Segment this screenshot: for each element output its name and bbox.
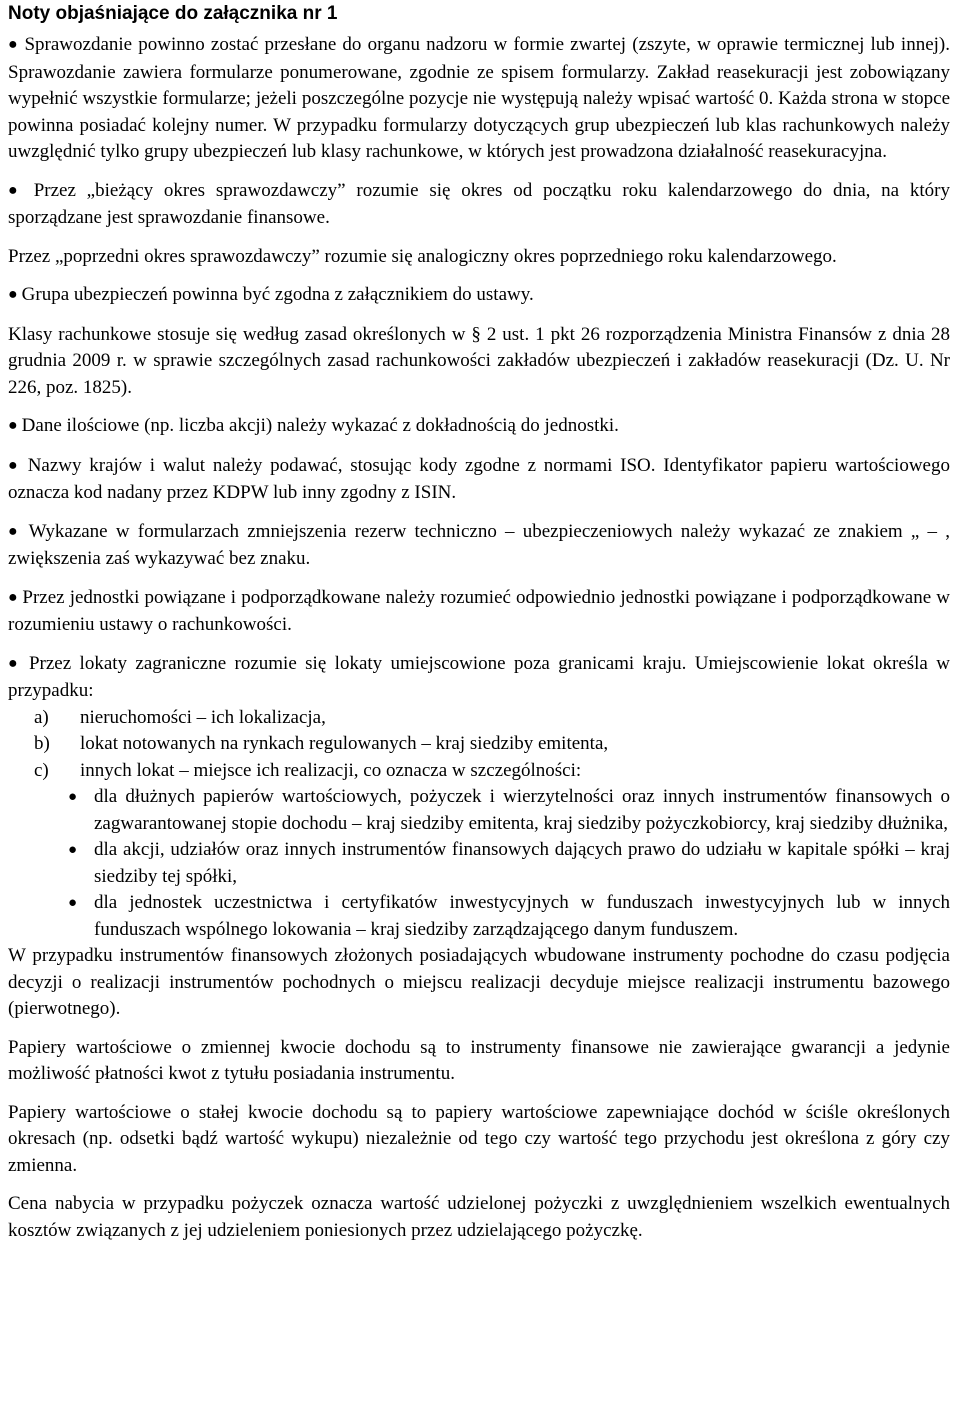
list-item-text: dla jednostek uczestnictwa i certyfikatów inwestycyjnych w funduszach inwestycyjnych lub w innych funduszach wspólnego lokowania – kraj siedziby zarządzającego danym funduszem.: [94, 892, 950, 940]
paragraph-insurance-group: ● Grupa ubezpieczeń powinna być zgodna z załącznikiem do ustawy.: [8, 282, 950, 310]
paragraph-previous-period: Przez „poprzedni okres sprawozdawczy” rozumie się analogiczny okres poprzedniego roku kalendarzowego.: [8, 245, 837, 267]
list-item-text: lokat notowanych na rynkach regulowanych – kraj siedziby emitenta,: [80, 733, 609, 754]
list-item: [8, 731, 950, 758]
paragraph-variable-income-securities: Papiery wartościowe o zmiennej kwocie dochodu są to instrumenty finansowe nie zawierające gwarancji a jedynie możliwość płatności kwot z tytułu posiadania instrumentu.: [8, 1036, 950, 1084]
paragraph-accounting-classes: Klasy rachunkowe stosuje się według zasad określonych w § 2 ust. 1 pkt 26 rozporządzenia Ministra Finansów z dnia 28 grudnia 2009 r. w sprawie szczególnych zasad rachunkowości zakładów ubezpieczeń i zakładów reasekuracji (Dz. U. Nr 226, poz. 1825).: [8, 323, 950, 398]
list-marker: a): [34, 706, 49, 728]
paragraph-current-period: ● Przez „bieżący okres sprawozdawczy” rozumie się okres od początku roku kalendarzowego do dnia, na który sporządzane jest sprawozdanie finansowe.: [8, 178, 950, 232]
list-marker: c): [34, 759, 49, 781]
investment-location-list: [8, 705, 950, 785]
paragraph-submission-rules: ● Sprawozdanie powinno zostać przesłane do organu nadzoru w formie zwartej (zszyte, w oprawie termicznej lub innej). Sprawozdanie zawiera formularze ponumerowane, zgodnie ze spisem formularzy. Zakład reasekuracji jest zobowiązany wypełnić wszystkie formularze; jeżeli poszczególne pozycje nie występują należy wpisać wartość 0. Każda strona w stopce powinna posiadać kolejny numer. W przypadku formularzy dotyczących grup ubezpieczeń lub klas rachunkowych należy uwzględnić tylko grupy ubezpieczeń lub klasy rachunkowe, w których jest prowadzona działalność reasekuracyjna.: [8, 32, 950, 166]
bullet-icon: ●: [68, 842, 78, 858]
list-item-text: dla dłużnych papierów wartościowych, pożyczek i wierzytelności oraz innych instrumentów finansowych o zagwarantowanej stopie dochodu – kraj siedziby emitenta, kraj siedziby pożyczkobiorcy, kraj siedziby dłużnika,: [94, 786, 950, 834]
list-marker: b): [34, 733, 50, 754]
bullet-icon: ●: [68, 895, 78, 911]
page-title: Noty objaśniające do załącznika nr 1: [8, 3, 338, 24]
list-item: [8, 837, 950, 890]
list-item: [8, 890, 950, 943]
paragraph-reserve-decreases: ● Wykazane w formularzach zmniejszenia rezerw techniczno – ubezpieczeniowych należy wykazać ze znakiem „ – , zwiększenia zaś wykazywać bez znaku.: [8, 519, 950, 573]
list-item: [8, 705, 950, 732]
paragraph-quantitative-data: ● Dane ilościowe (np. liczba akcji) należy wykazać z dokładnością do jednostki.: [8, 413, 950, 441]
list-item-text: dla akcji, udziałów oraz innych instrumentów finansowych dających prawo do udziału w kapitale spółki – kraj siedziby tej spółki,: [94, 839, 950, 887]
paragraph-related-entities: ● Przez jednostki powiązane i podporządkowane należy rozumieć odpowiednio jednostki powiązane i podporządkowane w rozumieniu ustawy o rachunkowości.: [8, 585, 950, 639]
paragraph-iso-codes: ● Nazwy krajów i walut należy podawać, stosując kody zgodne z normami ISO. Identyfikator papieru wartościowego oznacza kod nadany przez KDPW lub inny zgodny z ISIN.: [8, 453, 950, 507]
other-investments-list: [8, 784, 950, 943]
list-item-text: innych lokat – miejsce ich realizacji, co oznacza w szczególności:: [80, 759, 582, 781]
paragraph-fixed-income-securities: Papiery wartościowe o stałej kwocie dochodu są to papiery wartościowe zapewniające dochód w ściśle określonych okresach (np. odsetki bądź wartość wykupu) niezależnie od tego czy wartość tego przychodu jest określona z góry czy zmienna.: [8, 1101, 950, 1176]
paragraph-complex-instruments: W przypadku instrumentów finansowych złożonych posiadających wbudowane instrumenty pochodne do czasu podjęcia decyzji o realizacji instrumentów pochodnych o miejscu realizacji decyduje miejsce realizacji instrumentu bazowego (pierwotnego).: [8, 945, 950, 1019]
paragraph-loan-acquisition-price: Cena nabycia w przypadku pożyczek oznacza wartość udzielonej pożyczki z uwzględnieniem wszelkich ewentualnych kosztów związanych z jej udzieleniem poniesionych przez udzielającego pożyczkę.: [8, 1193, 950, 1241]
list-item: [8, 784, 950, 837]
paragraph-foreign-investments: ● Przez lokaty zagraniczne rozumie się lokaty umiejscowione poza granicami kraju. Umiejscowienie lokat określa w przypadku:: [8, 651, 950, 705]
bullet-icon: ●: [68, 789, 78, 805]
list-item-text: nieruchomości – ich lokalizacja,: [80, 706, 326, 728]
list-item: [8, 758, 950, 785]
